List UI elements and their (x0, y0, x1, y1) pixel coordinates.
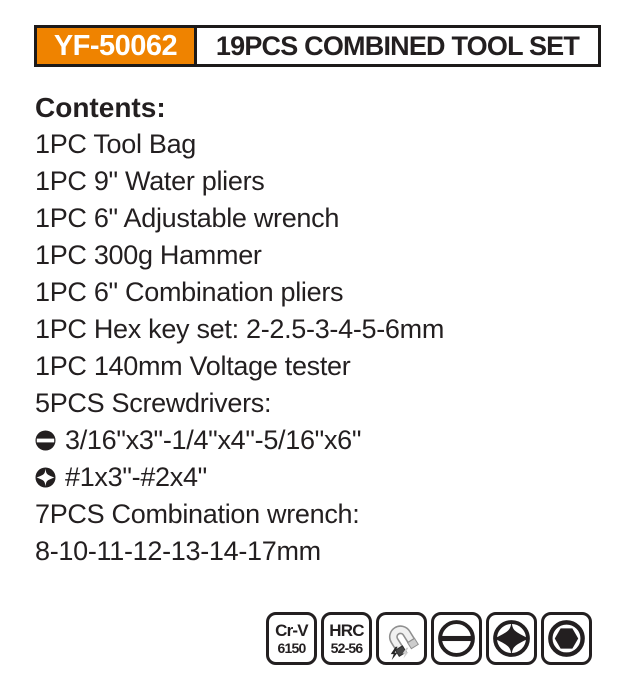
page-title: 19PCS COMBINED TOOL SET (215, 30, 580, 61)
slotted-badge (431, 612, 482, 665)
slotted-tip-icon (435, 617, 478, 660)
contents-item (35, 274, 444, 311)
header-bar (34, 25, 601, 67)
badge-text: 6150 (277, 640, 306, 656)
contents-item (35, 200, 444, 237)
item-text: 1PC 9" Water pliers (35, 166, 265, 196)
crv-6150-badge (266, 612, 317, 665)
contents-heading: Contents: (35, 92, 166, 123)
badge-text: 52-56 (330, 640, 363, 656)
badge-text: HRC (329, 621, 364, 640)
contents-item (35, 311, 444, 348)
item-text: 3/16"x3"-1/4"x4"-5/16"x6" (65, 425, 362, 455)
contents-item (35, 422, 444, 459)
phillips-tip-icon (490, 617, 533, 660)
item-text: 7PCS Combination wrench: (35, 499, 360, 529)
magnetic-badge (376, 612, 427, 665)
contents-item (35, 385, 444, 422)
item-text: 5PCS Screwdrivers: (35, 388, 272, 418)
slotted-tip-icon (35, 430, 56, 451)
item-text: 1PC Hex key set: 2-2.5-3-4-5-6mm (35, 314, 445, 344)
magnet-icon (380, 617, 423, 660)
item-text: #1x3"-#2x4" (65, 462, 207, 492)
badge-text: Cr-V (275, 621, 308, 640)
contents-section (35, 89, 444, 570)
spec-badges-row (266, 612, 592, 665)
item-text: 1PC 6" Adjustable wrench (35, 203, 340, 233)
hex-socket-icon (545, 617, 588, 660)
contents-item (35, 126, 444, 163)
contents-item (35, 237, 444, 274)
contents-item (35, 533, 444, 570)
item-text: 1PC Tool Bag (35, 129, 197, 159)
item-text: 1PC 6" Combination pliers (35, 277, 344, 307)
item-text: 1PC 300g Hammer (35, 240, 262, 270)
contents-item (35, 163, 444, 200)
contents-item (35, 459, 444, 496)
hex-badge (541, 612, 592, 665)
contents-item (35, 348, 444, 385)
phillips-badge (486, 612, 537, 665)
phillips-tip-icon (35, 467, 56, 488)
item-text: 8-10-11-12-13-14-17mm (35, 536, 321, 566)
model-number-badge: YF-50062 (37, 28, 197, 64)
contents-item (35, 496, 444, 533)
hrc-52-56-badge (321, 612, 372, 665)
item-text: 1PC 140mm Voltage tester (35, 351, 351, 381)
